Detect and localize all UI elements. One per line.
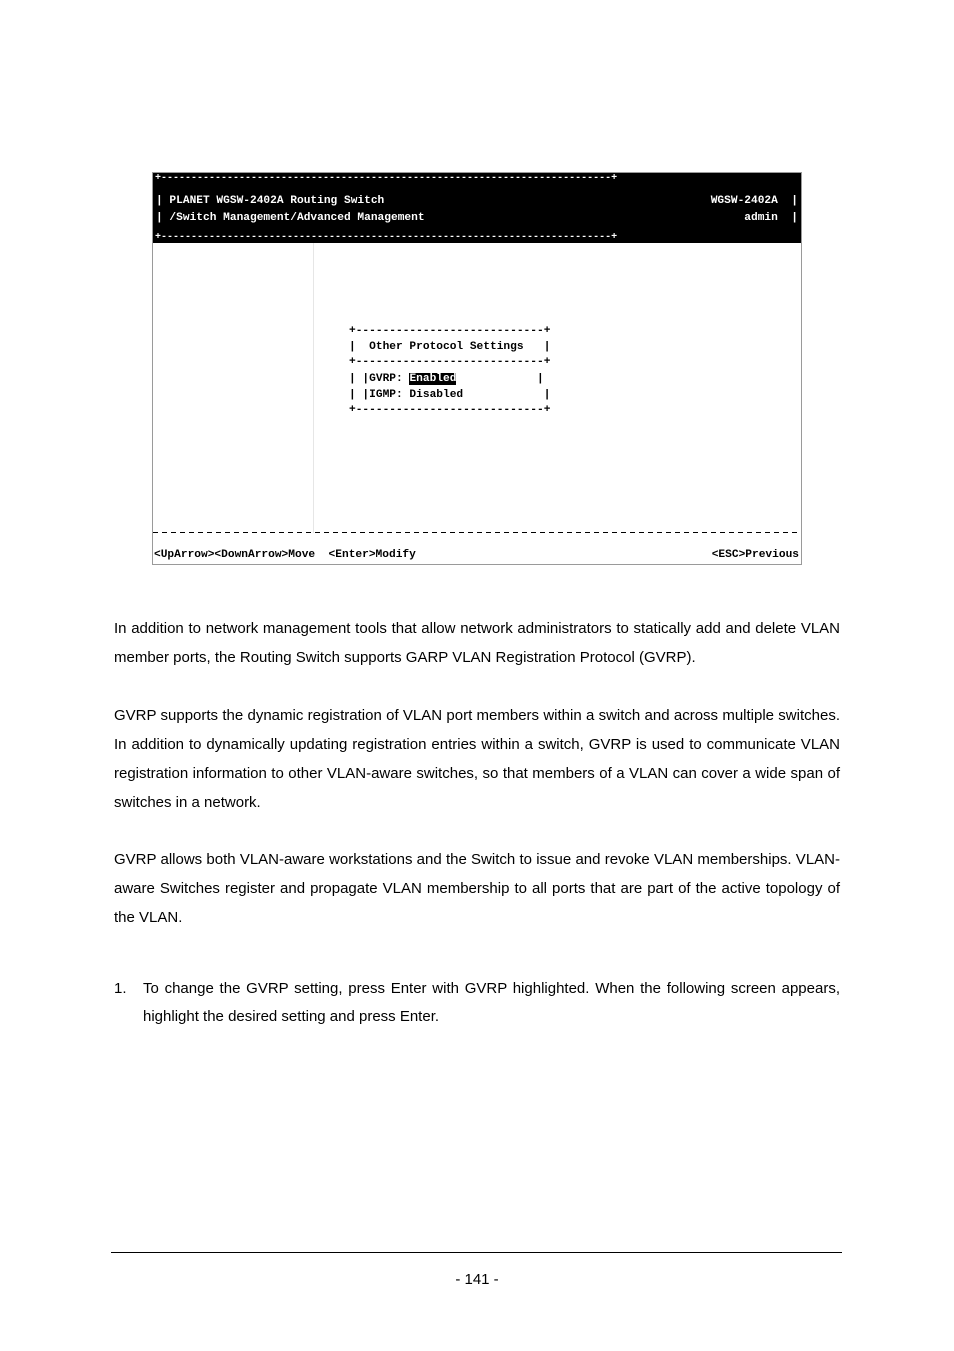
screen-divider <box>313 243 314 533</box>
panel-title-border: +----------------------------+ <box>349 356 551 368</box>
list-item-text: To change the GVRP setting, press Enter with GVRP highlighted. When the following screen appears, highlight the desired setting and press Enter. <box>143 980 840 1025</box>
system-title: | PLANET WGSW-2402A Routing Switch <box>156 195 385 207</box>
footer-rule <box>153 530 801 536</box>
panel-top-border: +----------------------------+ <box>349 325 551 337</box>
gvrp-row-end: | <box>456 373 544 385</box>
paragraph-gvrp-registration: GVRP supports the dynamic registration of VLAN port members within a switch and across multiple switches. In addition to dynamically updating registration entries within a switch, GVRP is used to communicate VLAN registration information to other VLAN-aware switches, so that members of a VLAN can cover a wide span of switches in a network. <box>114 707 840 811</box>
paragraph-gvrp-intro: In addition to network management tools that allow network administrators to statically add and delete VLAN member ports, the Routing Switch supports GARP VLAN Registration Protocol (GVRP). <box>114 620 840 666</box>
device-name: WGSW-2402A | <box>710 195 798 207</box>
paragraph-gvrp-memberships: GVRP allows both VLAN-aware workstations and the Switch to issue and revoke VLAN memberships. VLAN-aware Switches register and propagate VLAN membership to all ports that are part of the active topology of the VLAN. <box>114 851 840 926</box>
terminal-header <box>153 173 801 243</box>
footer-divider <box>111 1252 842 1253</box>
gvrp-setting-row[interactable] <box>349 371 544 387</box>
panel-title: | Other Protocol Settings | <box>349 341 551 353</box>
page-number: - 141 - <box>455 1271 499 1288</box>
menu-path: | /Switch Management/Advanced Management <box>156 212 425 224</box>
footer-escape-help: <ESC>Previous <box>711 549 799 561</box>
gvrp-value-highlighted[interactable]: Enabled <box>409 373 457 385</box>
header-top-rule: +---------------------------------------------------------------------------+ <box>155 174 618 182</box>
panel-bottom-border: +----------------------------+ <box>349 404 551 416</box>
list-item-number: 1. <box>114 980 127 997</box>
igmp-setting-row[interactable]: | |IGMP: Disabled | <box>349 389 551 401</box>
footer-key-help: <UpArrow><DownArrow>Move <Enter>Modify <box>154 549 416 561</box>
user-name: admin | <box>744 212 798 224</box>
list-item <box>114 975 840 1031</box>
header-bottom-rule: +---------------------------------------------------------------------------+ <box>155 233 618 241</box>
gvrp-label: | |GVRP: <box>349 373 410 385</box>
terminal-screenshot <box>152 172 802 565</box>
